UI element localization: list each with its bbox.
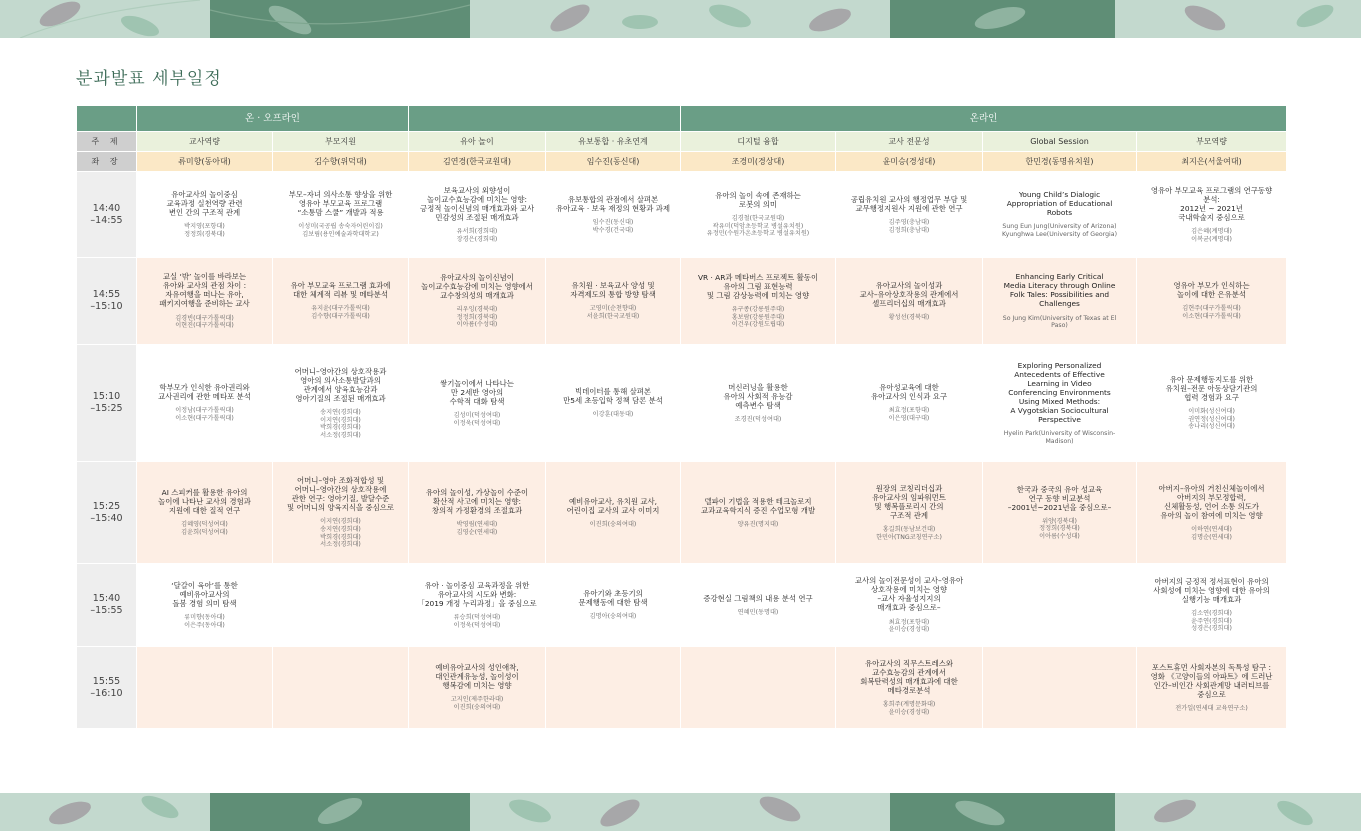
presentation-authors: 연혜민(동명대) <box>737 608 779 616</box>
presentation-cell <box>983 258 1137 345</box>
session-group-row <box>77 106 1287 132</box>
schedule-table <box>76 105 1287 729</box>
presentation-authors: 최효정(포항대) 윤미승(경성대) <box>888 618 930 634</box>
presentation-title: 영유아 부모가 인식하는 놀이에 대한 은유분석 <box>1173 281 1250 300</box>
presentation-cell <box>137 172 273 258</box>
presentation-cell <box>681 647 836 729</box>
presentation-cell <box>546 462 681 564</box>
presentation-authors: 최효정(포항대) 이은영(대구대) <box>888 407 930 423</box>
presentation-cell <box>836 462 983 564</box>
time-cell: 14:40 –14:55 <box>77 172 137 258</box>
presentation-cell <box>546 564 681 647</box>
presentation-cell <box>836 345 983 462</box>
presentation-cell <box>546 345 681 462</box>
presentation-title: 유아의 놀이 속에 존재하는 로봇의 의미 <box>715 191 801 210</box>
presentation-title: 유아의 놀이성, 가상놀이 수준이 확산적 사고에 미치는 영향: 창의적 가정환경의 조절효과 <box>425 488 529 516</box>
presentation-authors: 김현주(대구가톨릭대) 이소현(대구가톨릭대) <box>1182 305 1241 321</box>
presentation-authors: 조경진(덕성여대) <box>734 415 782 423</box>
presentation-authors: 김혜영(덕성여대) 김윤희(덕성여대) <box>181 521 228 537</box>
presentation-authors: 송지연(경희대) 이지연(경희대) 박희경(경희대) 서소정(경희대) <box>320 408 361 439</box>
presentation-cell <box>681 172 836 258</box>
time-cell: 15:55 –16:10 <box>77 647 137 729</box>
chair-label: 좌 장 <box>77 152 137 172</box>
presentation-authors: 김주영(충남대) 김정희(충남대) <box>888 218 930 234</box>
chair-cell: 김수향(위덕대) <box>273 152 409 172</box>
presentation-authors: 이정남(대구가톨릭대) 이소현(대구가톨릭대) <box>175 407 234 423</box>
online-group-header: 온라인 <box>681 106 1287 132</box>
presentation-authors: 위양(경북대) 정정희(경북대) 이아름(수성대) <box>1039 517 1080 540</box>
presentation-authors: 고영미(순천향대) 서윤희(한국교원대) <box>586 305 640 321</box>
presentation-cell <box>409 647 546 729</box>
presentation-cell <box>681 564 836 647</box>
presentation-authors: 이지연(경희대) 송지연(경희대) 박희경(경희대) 서소정(경희대) <box>320 518 361 549</box>
presentation-authors: 류미향(동아대) 이은주(동아대) <box>184 613 225 629</box>
presentation-cell <box>546 647 681 729</box>
presentation-authors: 김경빈(대구가톨릭대) 이현진(대구가톨릭대) <box>175 314 234 330</box>
presentation-cell <box>836 647 983 729</box>
presentation-title: AI 스피커를 활용한 유아의 놀이에 나타난 교사의 경험과 지원에 대한 질적 연구 <box>158 488 251 516</box>
presentation-title: 교실 ‘밖’ 놀이를 바라보는 유아와 교사의 관점 차이 : 자유여행을 떠나는 유아, 패키지여행을 준비하는 교사 <box>159 272 250 309</box>
presentation-authors: 리우잉(경북대) 정정희(경북대) 이아름(수성대) <box>456 306 498 329</box>
presentation-cell <box>1137 172 1287 258</box>
presentation-cell <box>836 258 983 345</box>
presentation-title: 유보통합의 관점에서 살펴본 유아교육 · 보육 재정의 현황과 과제 <box>555 194 671 213</box>
presentation-authors: So Jung Kim(University of Texas at El Paso) <box>1002 314 1117 330</box>
chair-cell: 김연경(한국교원대) <box>409 152 546 172</box>
topic-label: 주 제 <box>77 132 137 152</box>
presentation-title: VR · AR과 메타버스 프로젝트 활동이 유아의 그림 표현능력 및 그림 감상능력에 미치는 영향 <box>697 273 819 301</box>
presentation-authors: 김성미(덕성여대) 이정욱(덕성여대) <box>453 411 501 427</box>
presentation-cell <box>409 564 546 647</box>
presentation-cell <box>681 462 836 564</box>
presentation-title: 유아기와 초등기의 문제행동에 대한 탐색 <box>578 589 648 608</box>
topic-cell: 부모지원 <box>273 132 409 152</box>
time-slot-row <box>77 345 1287 462</box>
topic-cell: 유아 놀이 <box>409 132 546 152</box>
presentation-title: 유아 · 놀이중심 교육과정을 위한 유아교사의 시도와 변화: 「2019 개정 누리과정」을 중심으로 <box>417 580 537 608</box>
time-slot-row <box>77 647 1287 729</box>
presentation-authors: 이하연(연세대) 김명순(연세대) <box>1191 526 1232 541</box>
presentation-title: 유치원 · 보육교사 양성 및 자격제도의 통합 방향 탐색 <box>570 281 656 300</box>
time-slot-row <box>77 258 1287 345</box>
presentation-authors: 이미화(성신여대) 권연정(성신여대) 송나리(성신여대) <box>1188 408 1235 431</box>
presentation-title: 예비유아교사, 유치원 교사, 어린이집 교사의 교사 이미지 <box>566 496 660 515</box>
presentation-cell <box>1137 564 1287 647</box>
presentation-authors: 유구종(강릉원주대) 홍보람(강릉원주대) 이건우(강원도립대) <box>731 306 785 329</box>
presentation-title: 유아교사의 놀이성과 교사–유아상호작용의 관계에서 셀프리더십의 매개효과 <box>859 280 959 308</box>
presentation-cell <box>983 172 1137 258</box>
presentation-authors: 이진희(숭의여대) <box>589 520 637 528</box>
presentation-title: 쌓기놀이에서 나타나는 만 2세반 영아의 수학적 대화 탐색 <box>440 378 514 406</box>
presentation-title: 어머니–영아간의 상호작용과 영아의 의사소통발달과의 관계에서 양육효능감과 영아기질의 조절된 매개효과 <box>294 366 387 403</box>
presentation-title: 아버지의 긍정적 정서표현이 유아의 사회성에 미치는 영향에 대한 유아의 실행기능 매개효과 <box>1153 577 1270 605</box>
time-slot-row <box>77 172 1287 258</box>
topic-cell: 유보통합 · 유초연계 <box>546 132 681 152</box>
presentation-title: 증강현실 그림책의 내용 분석 연구 <box>703 593 813 603</box>
presentation-cell <box>546 172 681 258</box>
presentation-cell <box>1137 462 1287 564</box>
presentation-title: 보육교사의 외향성이 놀이교수효능감에 미치는 영향: 긍정적 놀이신념의 매개효과와 교사 민감성의 조절된 매개효과 <box>419 185 535 222</box>
presentation-authors: Sung Eun Jung(University of Arizona) Kyunghwa Lee(University of Georgia) <box>1002 223 1117 239</box>
chair-cell: 류미향(동아대) <box>137 152 273 172</box>
chair-cell: 윤미승(경성대) <box>836 152 983 172</box>
presentation-cell <box>983 345 1137 462</box>
presentation-title: 교사의 놀이전문성이 교사–영유아 상호작용에 미치는 영향 –교사 자율성지지의 매개효과 중심으로– <box>854 576 964 613</box>
presentation-authors: 박영림(연세대) 김영순(연세대) <box>456 521 498 537</box>
presentation-cell <box>137 345 273 462</box>
chair-row <box>77 152 1287 172</box>
presentation-title: 머신러닝을 활용한 유아의 사회적 유능감 예측변수 탐색 <box>723 382 793 410</box>
presentation-cell <box>137 462 273 564</box>
presentation-title: 유아교사의 놀이중심 교육과정 실천역량 관련 변인 간의 구조적 관계 <box>166 190 243 218</box>
presentation-cell <box>273 564 409 647</box>
chair-cell: 한민경(동명유치원) <box>983 152 1137 172</box>
chair-cell: 최지은(서울여대) <box>1137 152 1287 172</box>
presentation-authors: 홍희주(계명문화대) 윤미승(경성대) <box>882 701 936 716</box>
presentation-cell <box>409 258 546 345</box>
time-cell: 15:25 –15:40 <box>77 462 137 564</box>
corner-cell <box>77 106 137 132</box>
time-slot-row <box>77 564 1287 647</box>
presentation-title: 어머니–영아 조화적합성 및 어머니–영아간의 상호작용에 관한 연구: 영아기질, 발달수준 및 어머니의 양육지식을 중심으로 <box>287 476 395 513</box>
presentation-cell <box>273 258 409 345</box>
presentation-cell <box>1137 258 1287 345</box>
bottom-leaf-band <box>0 793 1361 831</box>
presentation-title: 부모–자녀 의사소통 향상을 위한 영유아 부모교육 프로그램 “소통맘 스쿨” 개발과 적용 <box>288 190 393 218</box>
presentation-cell <box>409 462 546 564</box>
chair-cell: 조경미(경상대) <box>681 152 836 172</box>
presentation-authors: 이성미(국공립 송숙자어린이집) 김보림(용인예술과학대학교) <box>298 223 383 239</box>
presentation-authors: 임수진(동신대) 박수경(건국대) <box>592 218 634 234</box>
presentation-title: 유아교사의 직무스트레스와 교수효능감의 관계에서 회복탄력성의 매개효과에 대한 메타경로분석 <box>860 658 958 695</box>
topic-cell: 교사역량 <box>137 132 273 152</box>
presentation-cell <box>137 647 273 729</box>
top-leaf-band <box>0 0 1361 38</box>
presentation-cell <box>273 172 409 258</box>
presentation-title: Exploring Personalized Antecedents of Effective Learning in Video Conferencing Environments Using Mixed Methods: A Vygotskian Sociocultural Perspective <box>1008 360 1111 425</box>
presentation-title: 한국과 중국의 유아 성교육 연구 동향 비교분석 –2001년~2021년을 중심으로– <box>1007 484 1112 512</box>
presentation-title: 학부모가 인식한 유아권리와 교사권리에 관한 메타포 분석 <box>158 383 251 402</box>
presentation-authors: 고지인(제주한라대) 이진희(숭의여대) <box>450 696 504 712</box>
topic-cell: Global Session <box>983 132 1137 152</box>
presentation-authors: Hyelin Park(University of Wisconsin- Madison) <box>1003 430 1116 445</box>
presentation-cell <box>409 345 546 462</box>
time-cell: 14:55 –15:10 <box>77 258 137 345</box>
presentation-authors: 류승희(덕성여대) 이정욱(덕성여대) <box>453 613 501 629</box>
topic-cell: 디지털 융합 <box>681 132 836 152</box>
presentation-authors: 김소연(경희대) 윤주연(경희대) 성경은(경희대) <box>1191 610 1232 633</box>
presentation-title: Young Child’s Dialogic Appropriation of Educational Robots <box>1006 190 1113 218</box>
presentation-title: 아버지–유아의 거친신체놀이에서 아버지의 부모정합력, 신체활동성, 언어 소통 의도가 유아의 놀이 참여에 미치는 영향 <box>1158 483 1265 520</box>
presentation-authors: 박지영(포항대) 정정희(경북대) <box>184 223 225 239</box>
presentation-title: 유아성교육에 대한 유아교사의 인식과 요구 <box>870 383 948 402</box>
presentation-title: 유아 부모교육 프로그램 효과에 대한 체계적 리뷰 및 메타분석 <box>290 281 391 300</box>
presentation-authors: 김경철(한국교원대) 곽유미(덕암초등학교 병설유치원) 유정민(수원가온초등학교 병설유치원) <box>706 215 810 238</box>
presentation-authors: 양유진(명지대) <box>737 520 779 528</box>
presentation-authors: 유지윤(대구가톨릭대) 김수향(대구가톨릭대) <box>311 305 370 321</box>
presentation-authors: 유서희(경희대) 장경은(경희대) <box>456 228 498 243</box>
presentation-authors: 김은혜(계명대) 이복균(계명대) <box>1191 228 1232 243</box>
presentation-authors: 이강훈(대동대) <box>592 411 634 419</box>
presentation-cell <box>137 258 273 345</box>
presentation-title: Enhancing Early Critical Media Literacy through Online Folk Tales: Possibilities and Challenges <box>1003 272 1116 309</box>
presentation-title: 유아교사의 놀이신념이 놀이교수효능감에 미치는 영향에서 교수창의성의 매개효과 <box>421 273 533 301</box>
presentation-cell <box>546 258 681 345</box>
presentation-cell <box>273 647 409 729</box>
presentation-title: 원장의 코칭리더십과 유아교사의 임파워먼트 및 행복플로리시 간의 구조적 관계 <box>872 483 946 520</box>
topic-cell: 교사 전문성 <box>836 132 983 152</box>
presentation-cell <box>681 258 836 345</box>
offline-group-header: 온 · 오프라인 <box>137 106 409 132</box>
presentation-cell <box>273 462 409 564</box>
time-cell: 15:40 –15:55 <box>77 564 137 647</box>
presentation-authors: 홍길희(동남보건대) 한민아(TNG코칭연구소) <box>876 526 942 541</box>
presentation-title: 빅데이터를 통해 살펴본 만5세 초등입학 정책 담론 분석 <box>563 387 663 406</box>
presentation-cell <box>681 345 836 462</box>
presentation-title: 포스트휴먼 사회자본의 독특성 탐구 : 영화 《고양이들의 아파트》에 드러난 인간–비인간 사회관계망 내러티브를 중심으로 <box>1150 662 1273 699</box>
time-slot-row <box>77 462 1287 564</box>
presentation-cell <box>836 564 983 647</box>
presentation-cell <box>409 172 546 258</box>
presentation-title: 예비유아교사의 성인애착, 대인관계유능성, 놀이성이 행복감에 미치는 영향 <box>435 663 519 691</box>
topic-cell: 부모역량 <box>1137 132 1287 152</box>
presentation-title: 공립유치원 교사의 행정업무 부담 및 교무행정지원사 지원에 관한 연구 <box>850 194 968 213</box>
topic-row <box>77 132 1287 152</box>
presentation-authors: 황성선(경북대) <box>888 313 930 321</box>
presentation-cell <box>1137 345 1287 462</box>
presentation-cell <box>983 647 1137 729</box>
time-cell: 15:10 –15:25 <box>77 345 137 462</box>
presentation-cell <box>983 564 1137 647</box>
presentation-cell <box>983 462 1137 564</box>
offline-group-header-cont <box>409 106 681 132</box>
presentation-cell <box>836 172 983 258</box>
presentation-authors: 김명아(숭의여대) <box>589 613 637 621</box>
presentation-title: ‘달갈이 육아’를 통한 예비유아교사의 돌봄 경험 의미 탐색 <box>171 580 238 608</box>
presentation-title: 영유아 부모교육 프로그램의 연구동향 분석: 2012년 ~ 2021년 국내학술지 중심으로 <box>1150 185 1273 222</box>
presentation-title: 델파이 기법을 적용한 테크놀로지 교과교육학지식 증진 수업모형 개발 <box>700 496 816 515</box>
presentation-cell <box>273 345 409 462</box>
chair-cell: 임수진(동신대) <box>546 152 681 172</box>
presentation-cell <box>137 564 273 647</box>
presentation-title: 유아 문제행동지도를 위한 유치원–전문 아동상담기관의 협력 경험과 요구 <box>1165 375 1258 403</box>
page-title: 분과발표 세부일정 <box>76 69 222 89</box>
presentation-cell <box>1137 647 1287 729</box>
presentation-authors: 전가일(연세대 교육연구소) <box>1175 704 1248 712</box>
